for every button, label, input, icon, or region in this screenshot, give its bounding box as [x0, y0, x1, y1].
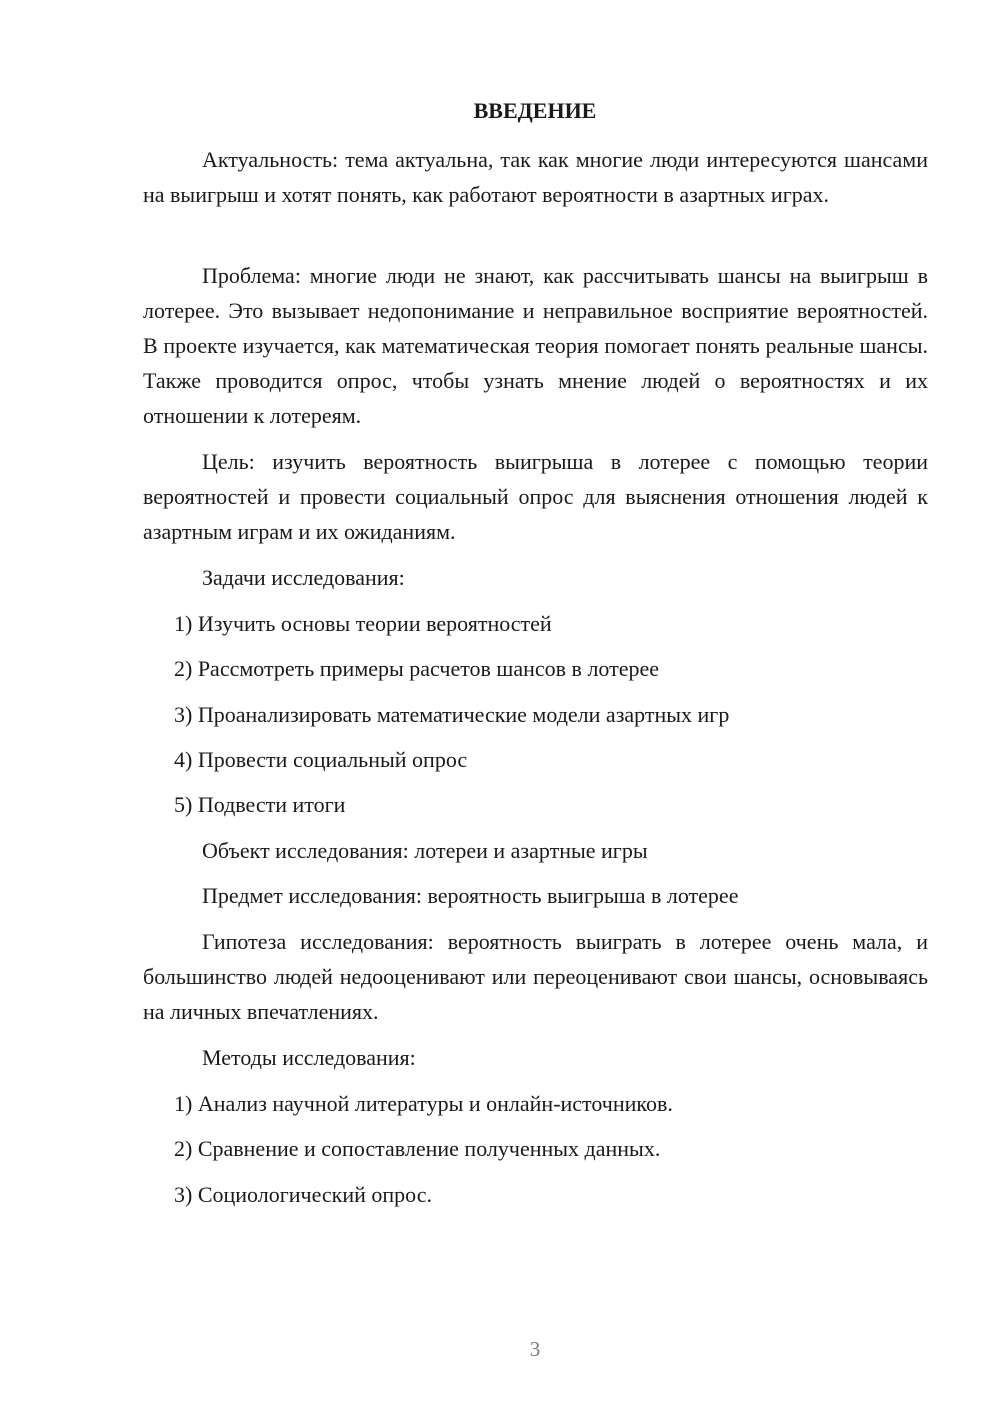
problem-paragraph: Проблема: многие люди не знают, как рассчитывать шансы на выигрыш в лотерее. Это вызывает недопонимание и неправильное восприятие вероятностей. В проекте изучается, как математическая теория помогает понять реальные шансы. Также проводится опрос, чтобы узнать мнение людей о вероятностях и их отношении к лотереям.	[143, 263, 928, 428]
goal-paragraph: Цель: изучить вероятность выигрыша в лотерее с помощью теории вероятностей и провести социальный опрос для выяснения отношения людей к азартным играм и их ожиданиям.	[143, 449, 928, 544]
method-item: 3) Социологический опрос.	[174, 1182, 432, 1207]
research-subject: Предмет исследования: вероятность выигрыша в лотерее	[202, 883, 739, 908]
task-item: 3) Проанализировать математические модели азартных игр	[174, 702, 730, 727]
task-item: 2) Рассмотреть примеры расчетов шансов в лотерее	[174, 656, 660, 681]
hypothesis-paragraph: Гипотеза исследования: вероятность выиграть в лотерее очень мала, и большинство людей недооценивают или переоценивают свои шансы, основываясь на личных впечатлениях.	[143, 929, 928, 1024]
page-number: 3	[529, 1337, 541, 1361]
task-item: 1) Изучить основы теории вероятностей	[174, 611, 552, 636]
methods-title: Методы исследования:	[202, 1045, 416, 1070]
method-item: 2) Сравнение и сопоставление полученных данных.	[174, 1136, 661, 1161]
tasks-title: Задачи исследования:	[202, 565, 405, 590]
research-object: Объект исследования: лотереи и азартные игры	[202, 838, 648, 863]
section-heading: ВВЕДЕНИЕ	[473, 98, 597, 123]
relevance-paragraph: Актуальность: тема актуальна, так как многие люди интересуются шансами на выигрыш и хотят понять, как работают вероятности в азартных играх.	[143, 147, 928, 207]
method-item: 1) Анализ научной литературы и онлайн-источников.	[174, 1091, 673, 1116]
task-item: 4) Провести социальный опрос	[174, 747, 468, 772]
task-item: 5) Подвести итоги	[174, 792, 346, 817]
